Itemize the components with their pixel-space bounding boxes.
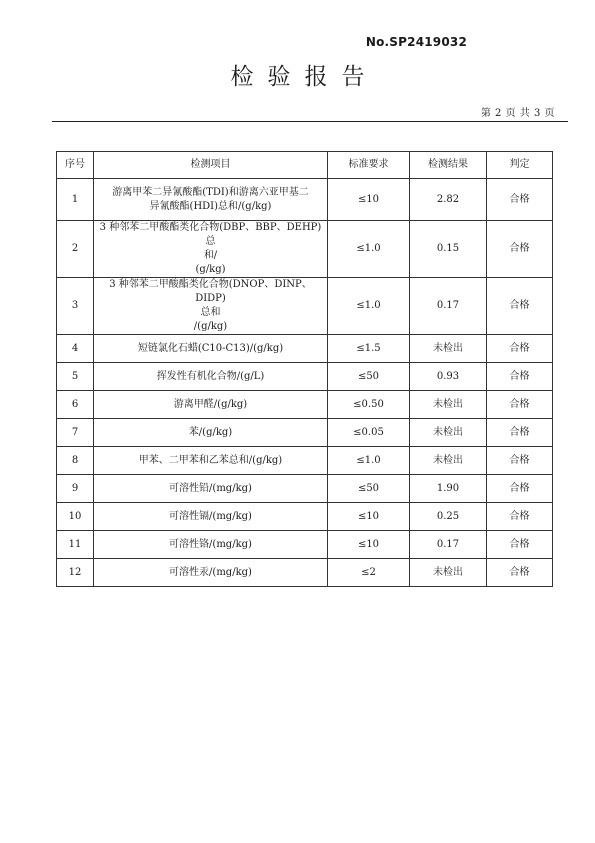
row-judgement: 合格 <box>487 363 553 391</box>
table-row <box>57 419 553 447</box>
column-header-result: 检测结果 <box>410 152 487 179</box>
row-result: 1.90 <box>410 475 487 503</box>
row-standard: ≤10 <box>328 179 410 221</box>
row-item-line: 和/ <box>203 250 218 261</box>
row-judgement: 合格 <box>487 221 553 278</box>
row-item <box>94 475 328 503</box>
row-standard: ≤0.05 <box>328 419 410 447</box>
report-number: No.SP2419032 <box>365 35 467 49</box>
row-standard: ≤50 <box>328 475 410 503</box>
row-item <box>94 363 328 391</box>
row-standard: ≤2 <box>328 559 410 587</box>
row-item <box>94 447 328 475</box>
row-result: 0.17 <box>410 278 487 335</box>
row-index: 12 <box>57 559 94 587</box>
row-index: 5 <box>57 363 94 391</box>
row-index: 8 <box>57 447 94 475</box>
row-item-line: 异氰酸酯(HDI)总和/(g/kg) <box>149 200 272 212</box>
row-item <box>94 419 328 447</box>
row-item-line: 甲苯、二甲苯和乙苯总和/(g/kg) <box>138 454 283 466</box>
row-judgement: 合格 <box>487 531 553 559</box>
row-index: 4 <box>57 335 94 363</box>
row-judgement: 合格 <box>487 391 553 419</box>
page-indicator: 第 2 页 共 3 页 <box>480 108 555 119</box>
column-header-standard: 标准要求 <box>328 152 410 179</box>
row-item <box>94 278 328 335</box>
row-item-line: 3 种邻苯二甲酸酯类化合物(DNOP、DINP、DIDP) <box>109 279 312 304</box>
row-item <box>94 335 328 363</box>
row-standard: ≤1.0 <box>328 278 410 335</box>
row-result: 0.15 <box>410 221 487 278</box>
row-judgement: 合格 <box>487 419 553 447</box>
table-row <box>57 363 553 391</box>
row-item-line: 可溶性铬/(mg/kg) <box>169 538 252 550</box>
row-item-line: 游离甲醛/(g/kg) <box>173 398 248 410</box>
row-item-line: 总和 <box>200 307 221 318</box>
row-judgement: 合格 <box>487 503 553 531</box>
page-title: 检验报告 <box>230 64 379 90</box>
row-standard: ≤50 <box>328 363 410 391</box>
table-row <box>57 475 553 503</box>
row-judgement: 合格 <box>487 179 553 221</box>
row-standard: ≤10 <box>328 531 410 559</box>
row-item <box>94 221 328 278</box>
row-judgement: 合格 <box>487 447 553 475</box>
row-item-line: 可溶性汞/(mg/kg) <box>169 566 252 578</box>
column-header-index: 序号 <box>57 152 94 179</box>
table-row <box>57 503 553 531</box>
table-row <box>57 391 553 419</box>
row-index: 11 <box>57 531 94 559</box>
row-index: 2 <box>57 221 94 278</box>
row-result: 2.82 <box>410 179 487 221</box>
row-item-line: 3 种邻苯二甲酸酯类化合物(DBP、BBP、DEHP)总 <box>99 222 322 247</box>
table-row <box>57 447 553 475</box>
row-item-line: 可溶性镉/(mg/kg) <box>169 510 252 522</box>
row-result: 未检出 <box>410 559 487 587</box>
row-standard: ≤10 <box>328 503 410 531</box>
results-table <box>56 151 553 587</box>
column-header-item: 检测项目 <box>94 152 328 179</box>
row-result: 0.25 <box>410 503 487 531</box>
row-item <box>94 559 328 587</box>
table-row <box>57 179 553 221</box>
row-item-line: 可溶性铅/(mg/kg) <box>169 482 252 494</box>
row-standard: ≤1.0 <box>328 447 410 475</box>
row-item-line: 游离甲苯二异氰酸酯(TDI)和游离六亚甲基二 <box>112 186 309 198</box>
row-judgement: 合格 <box>487 335 553 363</box>
row-standard: ≤1.5 <box>328 335 410 363</box>
table-header-row <box>57 152 553 179</box>
row-result: 未检出 <box>410 391 487 419</box>
row-result: 0.17 <box>410 531 487 559</box>
row-item-line: 挥发性有机化合物/(g/L) <box>156 370 265 382</box>
row-judgement: 合格 <box>487 559 553 587</box>
table-row <box>57 531 553 559</box>
table-row <box>57 335 553 363</box>
row-item-line: (g/kg) <box>195 264 226 275</box>
row-item-line: 苯/(g/kg) <box>188 426 233 438</box>
row-item <box>94 503 328 531</box>
header-divider <box>52 121 568 122</box>
row-item <box>94 179 328 221</box>
table-row <box>57 559 553 587</box>
row-standard: ≤1.0 <box>328 221 410 278</box>
table-row <box>57 221 553 278</box>
row-item <box>94 391 328 419</box>
column-header-judgement: 判定 <box>487 152 553 179</box>
row-standard: ≤0.50 <box>328 391 410 419</box>
row-item-line: /(g/kg) <box>193 321 228 332</box>
table-row <box>57 278 553 335</box>
row-item <box>94 531 328 559</box>
row-result: 未检出 <box>410 447 487 475</box>
row-index: 6 <box>57 391 94 419</box>
row-index: 7 <box>57 419 94 447</box>
row-result: 未检出 <box>410 419 487 447</box>
row-item-line: 短链氯化石蜡(C10-C13)/(g/kg) <box>137 342 284 354</box>
row-judgement: 合格 <box>487 278 553 335</box>
row-index: 10 <box>57 503 94 531</box>
row-result: 未检出 <box>410 335 487 363</box>
row-index: 9 <box>57 475 94 503</box>
row-judgement: 合格 <box>487 475 553 503</box>
row-index: 1 <box>57 179 94 221</box>
row-index: 3 <box>57 278 94 335</box>
row-result: 0.93 <box>410 363 487 391</box>
